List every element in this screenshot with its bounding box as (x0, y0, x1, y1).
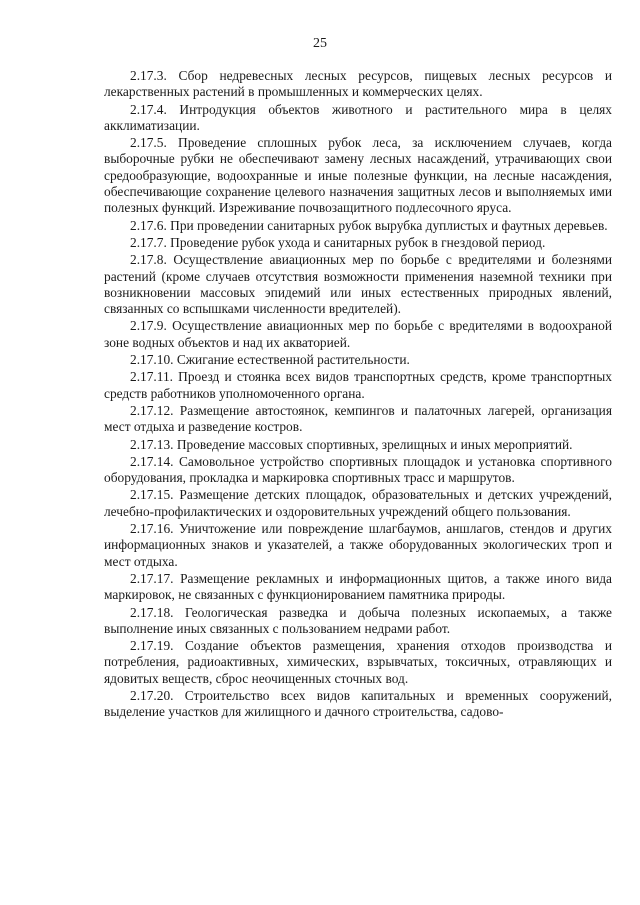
paragraph-2-17-6: 2.17.6. При проведении санитарных рубок вырубка дуплистых и фаутных деревьев. (130, 217, 608, 233)
paragraph-2-17-15: 2.17.15. Размещение детских площадок, образовательных и детских учреждений, лечебно-профилактических и оздоровительных учреждений общего пользования. (104, 487, 612, 519)
paragraph-2-17-12: 2.17.12. Размещение автостоянок, кемпингов и палаточных лагерей, организация мест отдыха и разведение костров. (104, 402, 612, 435)
paragraph-2-17-16: 2.17.16. Уничтожение или повреждение шлагбаумов, аншлагов, стендов и других информационных знаков и указателей, а также оборудованных экологических троп и мест отдыха. (104, 521, 612, 569)
paragraph-2-17-11: 2.17.11. Проезд и стоянка всех видов транспортных средств, кроме транспортных средств работников уполномоченного органа. (104, 369, 612, 401)
paragraph-2-17-19: 2.17.19. Создание объектов размещения, хранения отходов производства и потребления, радиоактивных, химических, взрывчатых, токсичных, отравляющих и ядовитых веществ, сброс неочищенных сточных вод. (104, 638, 612, 686)
paragraph-2-17-10: 2.17.10. Сжигание естественной растительности. (130, 352, 410, 368)
paragraph-2-17-14: 2.17.14. Самовольное устройство спортивных площадок и установка спортивного оборудования, прокладка и маркировка спортивных трасс и маршрутов. (104, 453, 612, 486)
paragraph-2-17-4: 2.17.4. Интродукция объектов животного и растительного мира в целях акклиматизации. (104, 101, 612, 133)
paragraph-2-17-18: 2.17.18. Геологическая разведка и добыча полезных ископаемых, а также выполнение иных связанных с пользованием недрами работ. (104, 604, 612, 636)
document-body (104, 68, 612, 722)
page-number: 25 (313, 36, 327, 51)
paragraph-2-17-8: 2.17.8. Осуществление авиационных мер по борьбе с вредителями и болезнями растений (кроме случаев отсутствия возможности применения наземной техники при возникновении массовых эпидемий или иных естественных природных явлений, связанных со вспышками численности вредителей). (104, 252, 612, 317)
paragraph-2-17-5: 2.17.5. Проведение сплошных рубок леса, за исключением случаев, когда выборочные рубки не обеспечивают замену лесных насаждений, утрачивающих свои средообразующие, водоохранные и иные полезные функции, на лесные насаждения, обеспечивающие сохранение целевого назначения защитных лесов и выполняемых ими полезных функций. Изреживание почвозащитного подлесочного яруса. (104, 135, 612, 216)
paragraph-2-17-7: 2.17.7. Проведение рубок ухода и санитарных рубок в гнездовой период. (130, 234, 546, 250)
paragraph-2-17-20: 2.17.20. Строительство всех видов капитальных и временных сооружений, выделение участков для жилищного и дачного строительства, садово- (104, 687, 612, 720)
paragraph-2-17-9: 2.17.9. Осуществление авиационных мер по борьбе с вредителями в водоохраной зоне водных объектов и над их акваторией. (104, 318, 612, 350)
paragraph-2-17-13: 2.17.13. Проведение массовых спортивных, зрелищных и иных мероприятий. (130, 436, 573, 452)
paragraph-2-17-17: 2.17.17. Размещение рекламных и информационных щитов, а также иного вида маркировок, не связанных с функционированием памятника природы. (104, 570, 612, 603)
paragraph-2-17-3: 2.17.3. Сбор недревесных лесных ресурсов, пищевых лесных ресурсов и лекарственных растений в промышленных и коммерческих целях. (104, 68, 612, 100)
